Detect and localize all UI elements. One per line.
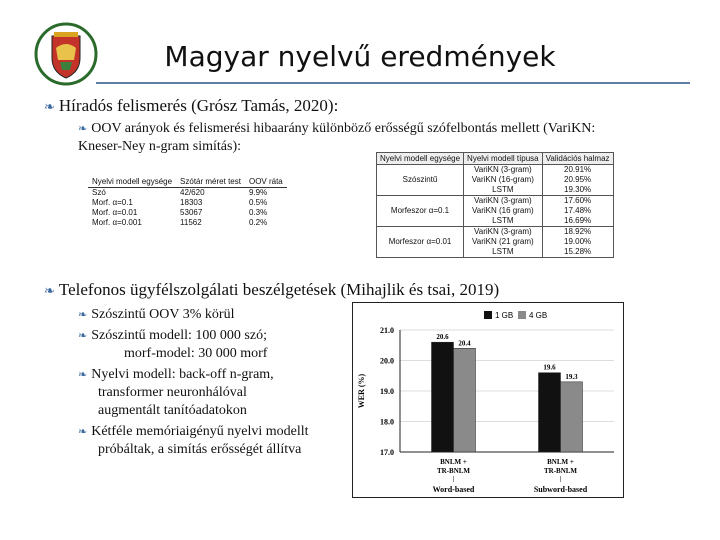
table-header: OOV ráta [245,176,287,188]
table-cell: 0.5% [248,198,268,207]
table-cell: VariKN (3-gram) [464,196,543,207]
table-cell: VariKN (16 gram) [464,206,543,216]
y-tick-label: 19.0 [380,387,394,396]
bullet-news-text: Híradós felismerés (Grósz Tamás, 2020): [58,96,339,115]
table-row [88,188,287,199]
list-item: ❧ Kétféle memóriaigényű nyelvi modellt próbáltak, a simítás erősségét állítva [78,424,309,457]
oov-table [88,176,287,228]
legend-label: 4 GB [529,311,548,320]
group-label: Word-based [432,485,475,494]
table-cell: 17.48% [542,206,613,216]
y-tick-label: 21.0 [380,326,394,335]
table-cell: Szó [92,188,106,197]
table-cell: Morf. α=0.01 [92,208,138,217]
y-tick-label: 17.0 [380,448,394,457]
table-cell: 19.00% [542,237,613,247]
data-label: 20.4 [458,339,471,348]
table-header: Nyelvi modell egysége [88,176,176,188]
x-tick-label: TR-BNLM [543,467,578,475]
table-header: Validációs halmaz [542,153,613,165]
table-cell: VariKN (3-gram) [464,227,543,238]
bullet-call-center [44,280,499,301]
group-label: Subword-based [533,485,588,494]
table-cell: VariKN (16-gram) [464,175,543,185]
table-row [377,165,614,176]
table-header: Szótár méret test [176,176,245,188]
bullet-marker-icon: ❧ [44,99,55,114]
bar [561,382,583,452]
table-cell-unit: Morfeszor α=0.01 [377,227,464,258]
table-cell: 20.91% [542,165,613,176]
table-header: Nyelvi modell egysége [377,153,464,165]
call-center-list [78,306,368,462]
list-item: ❧ Szószintű modell: 100 000 szó; morf-model: 30 000 morf [78,328,268,361]
table-cell: 9.9% [248,188,268,197]
data-label: 19.3 [565,372,578,381]
y-tick-label: 20.0 [380,356,394,366]
table-cell: LSTM [464,247,543,258]
table-cell: LSTM [464,216,543,227]
y-tick-label: 18.0 [380,417,394,427]
slide-title: Magyar nyelvű eredmények [164,40,556,73]
bullet-marker-icon: ❧ [78,330,88,342]
table-cell: 15.28% [542,247,613,258]
data-label: 20.6 [436,333,449,342]
table-cell: 0.2% [248,218,268,227]
table-cell: 16.69% [542,216,613,227]
table-cell: 18.92% [542,227,613,238]
bullet-marker-icon: ❧ [44,283,55,298]
table-row [88,198,287,208]
title-divider [96,82,690,84]
table-row [88,208,287,218]
bullet-marker-icon: ❧ [78,426,88,438]
bar [432,342,454,452]
legend-swatch [484,311,492,319]
y-axis-label: WER (%) [357,373,366,409]
legend-swatch [518,311,526,319]
data-label: 19.6 [543,363,556,372]
legend-label: 1 GB [495,311,514,320]
bullet-marker-icon: ❧ [78,123,88,135]
sub-bullet-oov [78,120,638,156]
bullet-marker-icon: ❧ [78,309,88,321]
table-cell: Morf. α=0.1 [92,198,133,207]
table-cell: 42/620 [180,188,205,197]
x-tick-label: BNLM + [547,458,574,466]
table-cell: VariKN (3-gram) [464,165,543,176]
bar [539,373,561,452]
wer-bar-chart [352,302,624,498]
table-cell: Morf. α=0.001 [92,218,142,227]
table-cell: 53067 [180,208,203,217]
bullet-news [44,96,338,117]
bar [454,348,476,452]
table-cell: VariKN (21 gram) [464,237,543,247]
bullet-marker-icon: ❧ [78,369,88,381]
table-cell: 20.95% [542,175,613,185]
table-cell: 17.60% [542,196,613,207]
wer-table [376,152,614,258]
x-tick-label: TR-BNLM [436,467,471,475]
table-cell: 11562 [180,218,202,227]
table-row [377,227,614,238]
bullet-call-center-text: Telefonos ügyfélszolgálati beszélgetések (Mihajlik és tsai, 2019) [58,280,500,299]
table-cell: 18303 [180,198,203,207]
table-row [88,218,287,228]
list-item: ❧ Nyelvi modell: back-off n-gram, transformer neuronhálóval augmentált tanítóadatokon [78,367,274,418]
list-item: ❧ Szószintű OOV 3% körül [78,307,235,322]
x-tick-label: BNLM + [440,458,467,466]
table-cell: LSTM [464,185,543,196]
table-header: Nyelvi modell típusa [464,153,543,165]
table-cell-unit: Morfeszor α=0.1 [377,196,464,227]
table-row [377,196,614,207]
table-cell: 0.3% [248,208,268,217]
table-cell-unit: Szószintű [377,165,464,196]
table-cell: 19.30% [542,185,613,196]
sub-bullet-oov-text: OOV arányok és felismerési hibaarány különböző erősségű szófelbontás mellett (VariKN: Kneser-Ney n-gram simítás): [78,121,596,154]
